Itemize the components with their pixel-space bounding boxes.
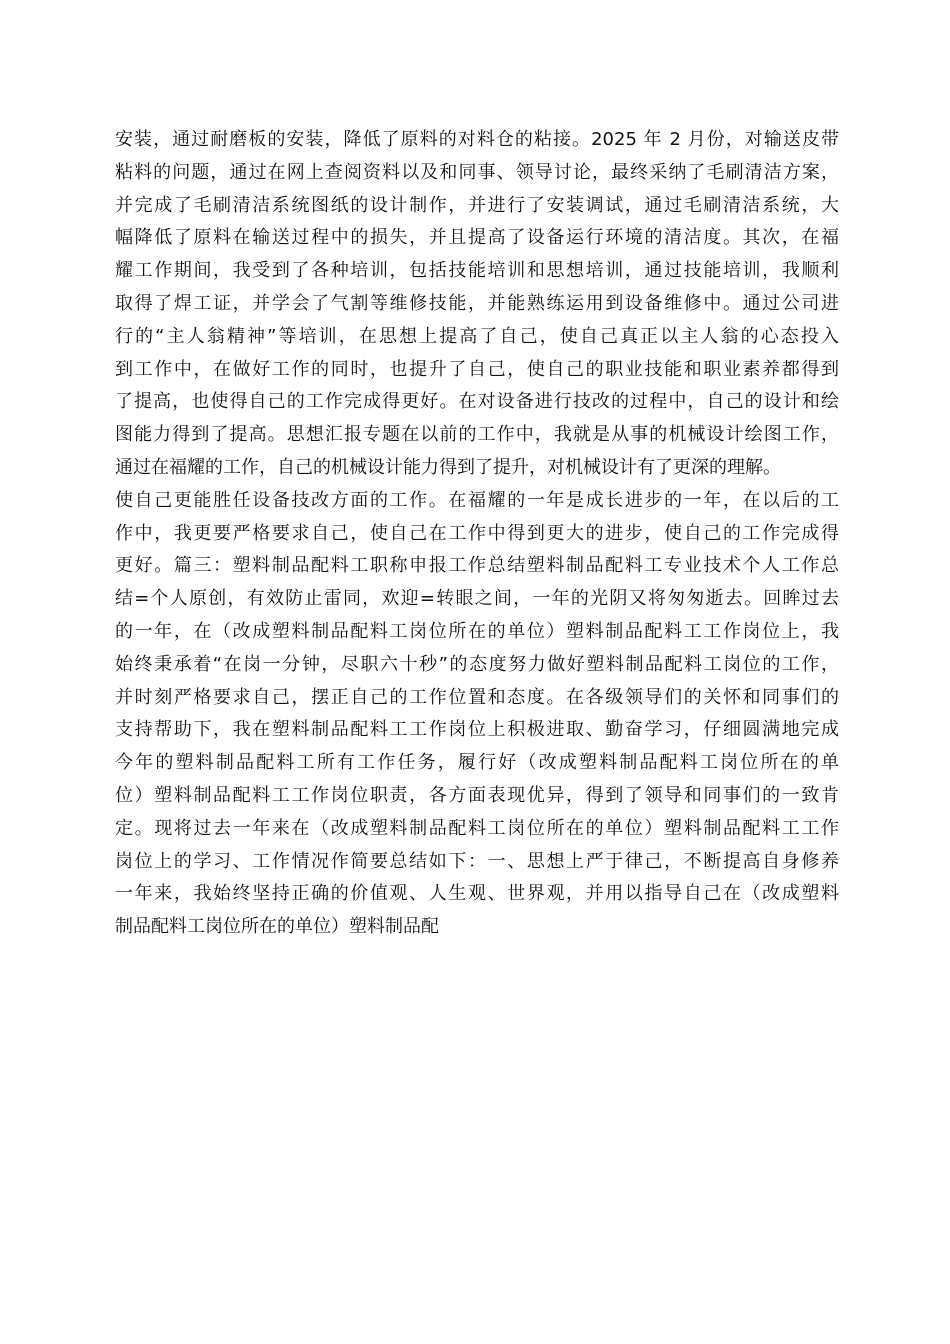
text-line: 始终秉承着“在岗一分钟，尽职六十秒”的态度努力做好塑料制品配料工岗位的工作， — [115, 653, 839, 675]
text-line: 幅降低了原料在输送过程中的损失，并且提高了设备运行环境的清洁度。其次，在福 — [115, 227, 839, 249]
text-line: 结=个人原创，有效防止雷同，欢迎=转眼之间，一年的光阴又将匆匆逝去。回眸过去 — [115, 588, 839, 610]
text-line: 位）塑料制品配料工工作岗位职责，各方面表现优异，得到了领导和同事们的一致肯 — [115, 784, 839, 806]
text-line: 的一年，在（改成塑料制品配料工岗位所在的单位）塑料制品配料工工作岗位上，我 — [115, 620, 839, 642]
text-line: 今年的塑料制品配料工所有工作任务，履行好（改成塑料制品配料工岗位所在的单 — [115, 752, 839, 774]
text-line: 到工作中，在做好工作的同时，也提升了自己，使自己的职业技能和职业素养都得到 — [115, 358, 839, 380]
text-line: 粘料的问题，通过在网上查阅资料以及和同事、领导讨论，最终采纳了毛刷清洁方案， — [115, 161, 839, 183]
text-line: 定。现将过去一年来在（改成塑料制品配料工岗位所在的单位）塑料制品配料工工作 — [115, 817, 839, 839]
text-line: 取得了焊工证，并学会了气割等维修技能，并能熟练运用到设备维修中。通过公司进 — [115, 292, 839, 314]
text-line: 支持帮助下，我在塑料制品配料工工作岗位上积极进取、勤奋学习，仔细圆满地完成 — [115, 719, 839, 741]
text-line: 了提高，也使得自己的工作完成得更好。在对设备进行技改的过程中，自己的设计和绘 — [115, 391, 839, 413]
text-line: 制品配料工岗位所在的单位）塑料制品配 — [115, 916, 439, 938]
body-text — [115, 124, 839, 944]
text-line: 通过在福耀的工作，自己的机械设计能力得到了提升，对机械设计有了更深的理解。 — [115, 456, 781, 478]
text-line: 作中，我更要严格要求自己，使自己在工作中得到更大的进步，使自己的工作完成得 — [115, 522, 839, 544]
text-line: 并完成了毛刷清洁系统图纸的设计制作，并进行了安装调试，通过毛刷清洁系统，大 — [115, 194, 839, 216]
text-line: 岗位上的学习、工作情况作简要总结如下：一、思想上严于律己，不断提高自身修养 — [115, 850, 839, 872]
text-line: 使自己更能胜任设备技改方面的工作。在福耀的一年是成长进步的一年，在以后的工 — [115, 489, 839, 511]
text-line: 更好。篇三：塑料制品配料工职称申报工作总结塑料制品配料工专业技术个人工作总 — [115, 555, 839, 577]
text-line: 一年来，我始终坚持正确的价值观、人生观、世界观，并用以指导自己在（改成塑料 — [115, 883, 839, 905]
text-line: 安装，通过耐磨板的安装，降低了原料的对料仓的粘接。2025 年 2 月份，对输送皮带 — [115, 129, 839, 150]
text-line: 耀工作期间，我受到了各种培训，包括技能培训和思想培训，通过技能培训，我顺利 — [115, 260, 839, 282]
text-line: 并时刻严格要求自己，摆正自己的工作位置和态度。在各级领导们的关怀和同事们的 — [115, 686, 839, 708]
text-line: 图能力得到了提高。思想汇报专题在以前的工作中，我就是从事的机械设计绘图工作， — [115, 424, 839, 446]
text-line: 行的“主人翁精神”等培训，在思想上提高了自己，使自己真正以主人翁的心态投入 — [115, 325, 839, 347]
